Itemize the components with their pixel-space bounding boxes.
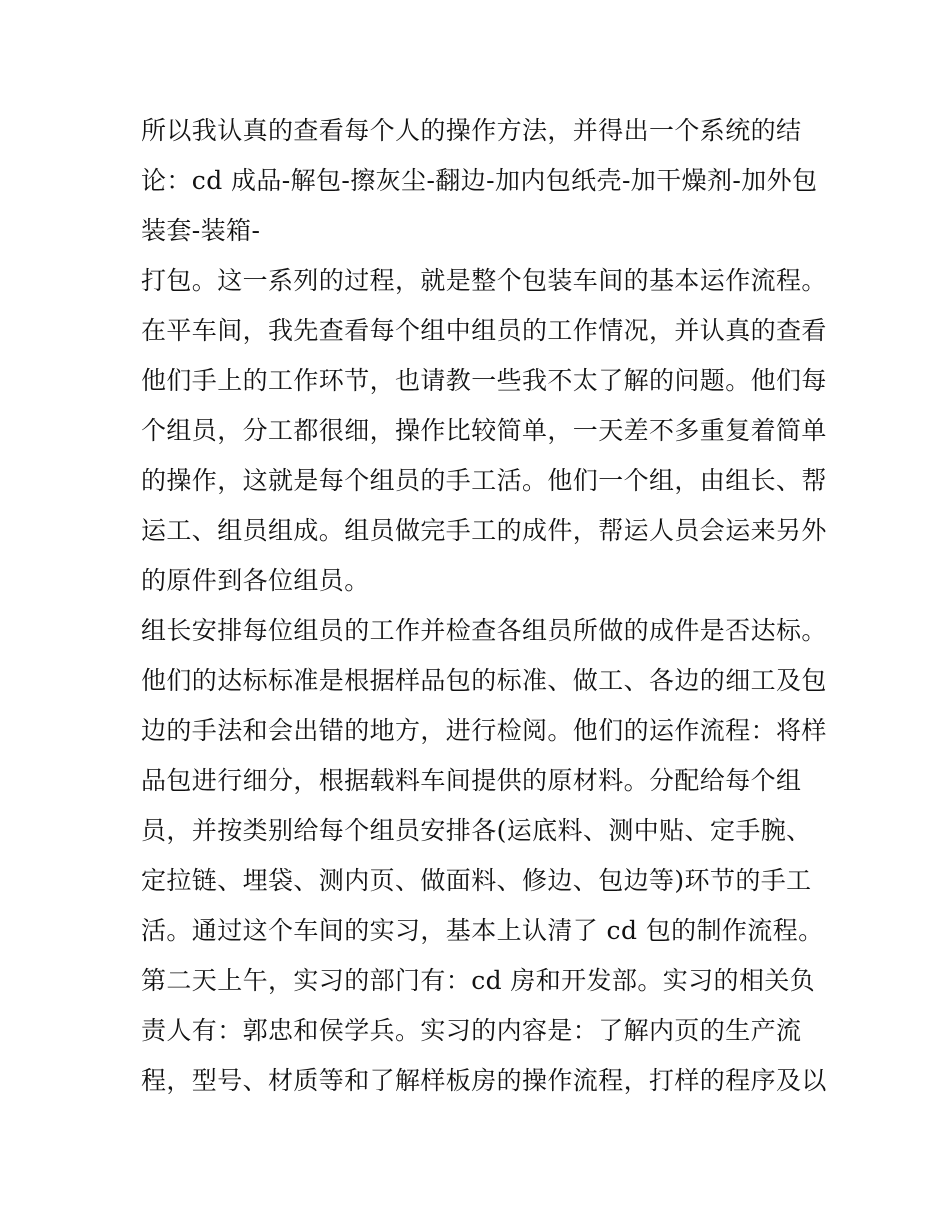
text-line: 员，并按类别给每个组员安排各(运底料、测中贴、定手腕、 bbox=[141, 816, 812, 845]
text-line: 的操作，这就是每个组员的手工活。他们一个组，由组长、帮 bbox=[141, 466, 827, 495]
text-line: 所以我认真的查看每个人的操作方法，并得出一个系统的结 bbox=[141, 116, 802, 145]
text-line: 责人有：郭忠和侯学兵。实习的内容是：了解内页的生产流 bbox=[141, 1016, 802, 1045]
text-line: 在平车间，我先查看每个组中组员的工作情况，并认真的查看 bbox=[141, 316, 827, 345]
text-line: 边的手法和会出错的地方，进行检阅。他们的运作流程：将样 bbox=[141, 716, 827, 745]
text-line: 定拉链、埋袋、测内页、做面料、修边、包边等)环节的手工 bbox=[141, 866, 812, 895]
text-line: 第二天上午，实习的部门有：cd 房和开发部。实习的相关负 bbox=[141, 966, 816, 995]
text-line: 程，型号、材质等和了解样板房的操作流程，打样的程序及以 bbox=[141, 1066, 827, 1095]
text-line: 论：cd 成品-解包-擦灰尘-翻边-加内包纸壳-加干燥剂-加外包 bbox=[141, 166, 818, 195]
text-line: 他们的达标标准是根据样品包的标准、做工、各边的细工及包 bbox=[141, 666, 827, 695]
text-line: 运工、组员组成。组员做完手工的成件，帮运人员会运来另外 bbox=[141, 516, 827, 545]
text-line: 活。通过这个车间的实习，基本上认清了 cd 包的制作流程。 bbox=[141, 916, 824, 945]
text-line: 组长安排每位组员的工作并检查各组员所做的成件是否达标。 bbox=[141, 616, 827, 645]
body-text bbox=[141, 106, 827, 1106]
text-line: 个组员，分工都很细，操作比较简单，一天差不多重复着简单 bbox=[141, 416, 827, 445]
text-line: 他们手上的工作环节，也请教一些我不太了解的问题。他们每 bbox=[141, 366, 827, 395]
text-line: 打包。这一系列的过程，就是整个包装车间的基本运作流程。 bbox=[141, 266, 827, 295]
text-line: 装套-装箱- bbox=[141, 216, 261, 245]
text-line: 的原件到各位组员。 bbox=[141, 566, 370, 595]
text-line: 品包进行细分，根据载料车间提供的原材料。分配给每个组 bbox=[141, 766, 802, 795]
